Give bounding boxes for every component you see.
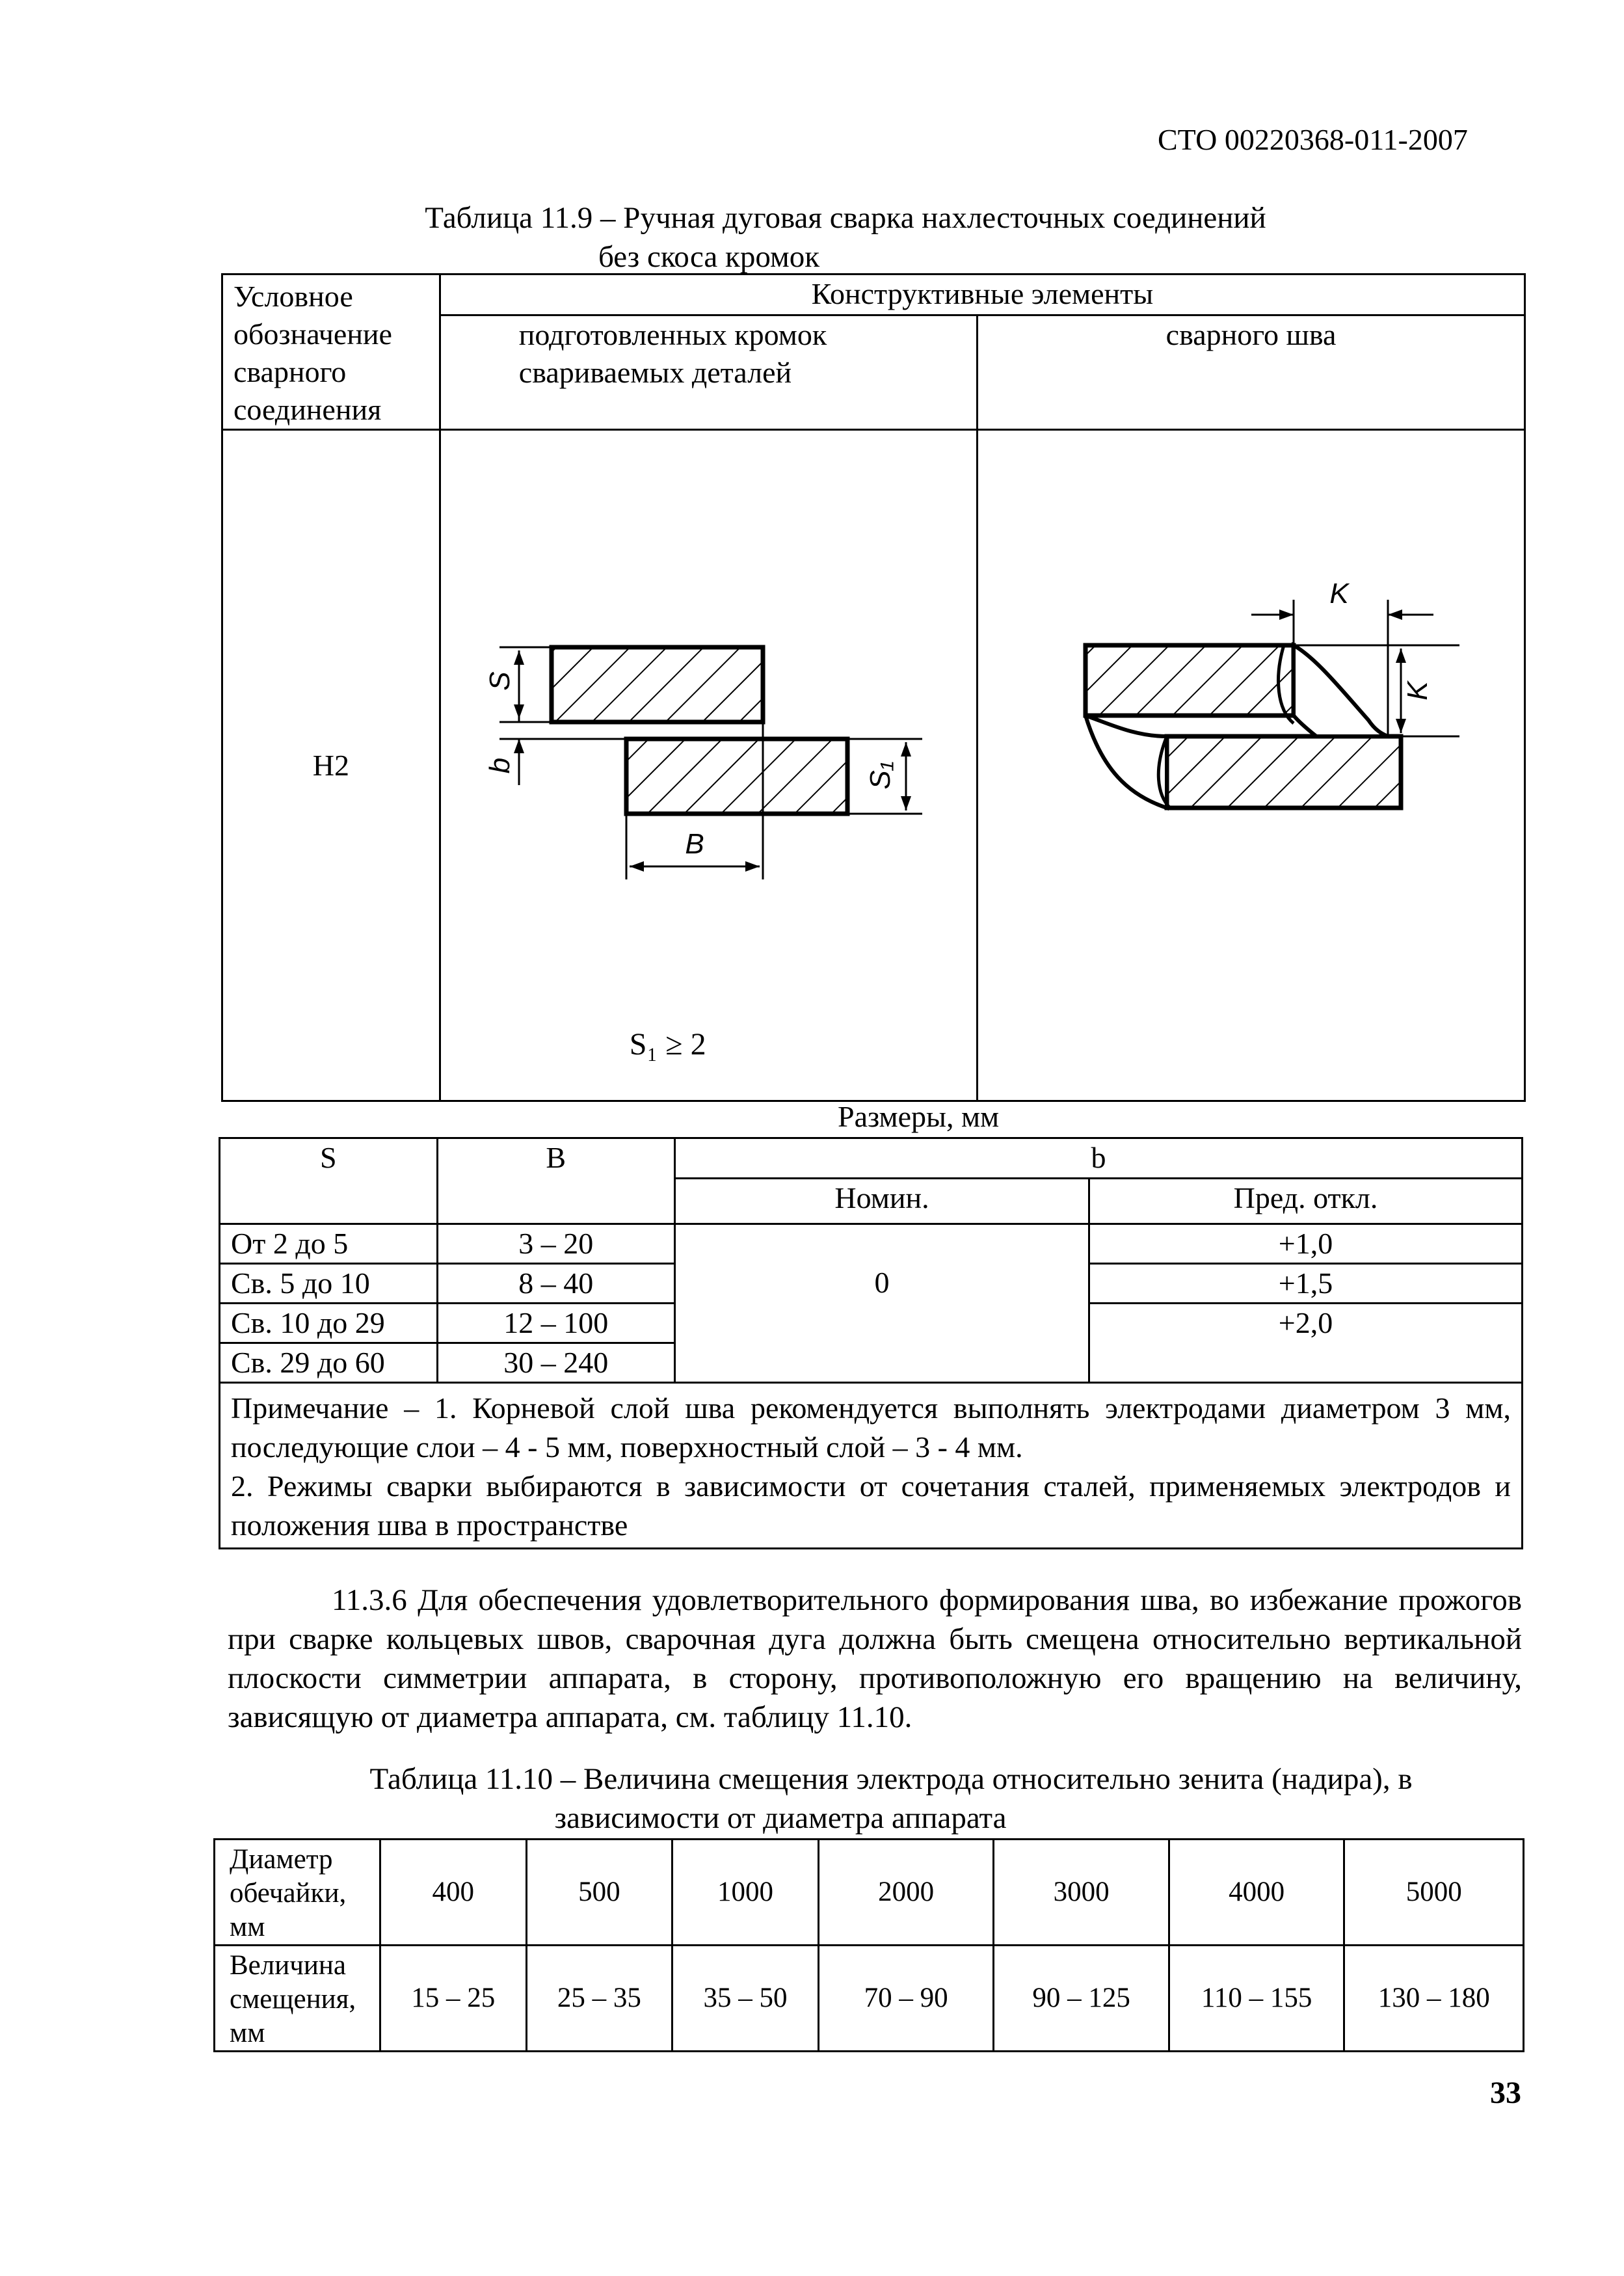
row-B: 8 – 40 (437, 1264, 674, 1304)
table1-caption (273, 198, 1418, 276)
table2-caption (306, 1760, 1476, 1838)
row-tol: +2,0 (1089, 1304, 1523, 1383)
diameter-cell: 400 (380, 1840, 526, 1946)
lap-joint-edges-drawing (441, 431, 979, 1102)
offset-cell: 130 – 180 (1344, 1946, 1524, 2052)
row-B: 3 – 20 (437, 1224, 674, 1264)
header-b: b (674, 1138, 1522, 1179)
row-label-diameter: Диаметр обечайки, мм (215, 1840, 380, 1946)
diameter-cell: 500 (526, 1840, 672, 1946)
row-tol: +1,5 (1089, 1264, 1523, 1304)
diameter-cell: 1000 (672, 1840, 819, 1946)
label-s1: S₁ (864, 761, 896, 790)
header-nomin: Номин. (674, 1179, 1089, 1224)
top-plate (552, 647, 763, 722)
paragraph-text: 11.3.6 Для обеспечения удовлетворительного формирования шва, во избежание прожогов при сварке кольцевых швов, сварочная дуга должна быть смещена относительно вертикальной плоскости симметрии аппарата, в сторону, противоположную его вращению на величину, зависящую от диаметра аппарата, см. таблицу 11.10. (228, 1583, 1522, 1734)
label-k-top: K (1329, 578, 1349, 609)
row-S: Св. 5 до 10 (220, 1264, 438, 1304)
table2-caption-line2: зависимости от диаметра аппарата (554, 1801, 1007, 1835)
fillet-weld (1294, 645, 1388, 736)
sizes-title: Размеры, мм (838, 1100, 1000, 1133)
label-s: S (483, 671, 516, 691)
row-tol: +1,0 (1089, 1224, 1523, 1264)
condition-s1: S₁ ≥ 2 (629, 1027, 706, 1062)
header-designation: Условное обозначение сварного соединения (222, 274, 440, 430)
note-1: Примечание – 1. Корневой слой шва рекомендуется выполнять электродами диаметром 3 мм, последующие слои – 4 - 5 мм, поверхностный слой – 3 - 4 мм. (231, 1391, 1511, 1464)
table1-caption-line1: Таблица 11.9 – Ручная дуговая сварка нахлесточных соединений (425, 201, 1266, 235)
weld-drawing-cell (978, 430, 1525, 1101)
row-B: 30 – 240 (437, 1343, 674, 1383)
table-11-9 (221, 273, 1526, 1102)
header-structural-elements: Конструктивные элементы (440, 274, 1524, 315)
table-note (220, 1383, 1523, 1549)
sizes-table (219, 1137, 1523, 1549)
weld-bottom-plate (1167, 736, 1401, 808)
row-B: 12 – 100 (437, 1304, 674, 1343)
diameter-cell: 5000 (1344, 1840, 1524, 1946)
label-k-side: K (1402, 681, 1434, 701)
header-tol: Пред. откл. (1089, 1179, 1523, 1224)
header-B: B (437, 1138, 674, 1224)
note-2: 2. Режимы сварки выбираются в зависимости от сочетания сталей, применяемых электродов и положения шва в пространстве (231, 1469, 1511, 1542)
label-B: B (685, 828, 704, 860)
diameter-cell: 3000 (994, 1840, 1169, 1946)
lap-joint-weld-drawing (978, 431, 1527, 1102)
header-prepared-edges: подготовленных кромок свариваемых деталей (440, 315, 977, 430)
nomin-value: 0 (674, 1224, 1089, 1383)
table2-caption-line1: Таблица 11.10 – Величина смещения электрода относительно зенита (надира), в (369, 1762, 1413, 1796)
header-weld: сварного шва (978, 315, 1525, 430)
page-number: 33 (1490, 2076, 1521, 2110)
table1-caption-line2: без скоса кромок (598, 240, 820, 274)
row-S: Св. 10 до 29 (220, 1304, 438, 1343)
row-label-offset: Величина смещения, мм (215, 1946, 380, 2052)
table-row (220, 1224, 1523, 1264)
offset-cell: 70 – 90 (818, 1946, 994, 2052)
offset-cell: 110 – 155 (1169, 1946, 1344, 2052)
table-11-10 (213, 1838, 1524, 2052)
offset-cell: 15 – 25 (380, 1946, 526, 2052)
row-S: От 2 до 5 (220, 1224, 438, 1264)
header-S: S (220, 1138, 438, 1224)
diameter-cell: 4000 (1169, 1840, 1344, 1946)
prepared-edges-drawing-cell (440, 430, 977, 1101)
document-code: СТО 00220368-011-2007 (1158, 123, 1468, 156)
row-S: Св. 29 до 60 (220, 1343, 438, 1383)
root-bead (1085, 716, 1167, 808)
label-b: b (483, 757, 516, 774)
offset-cell: 35 – 50 (672, 1946, 819, 2052)
offset-cell: 25 – 35 (526, 1946, 672, 2052)
paragraph-11-3-6 (228, 1581, 1522, 1737)
weld-top-plate (1085, 645, 1294, 716)
diameter-cell: 2000 (818, 1840, 994, 1946)
bottom-plate (626, 739, 847, 814)
offset-cell: 90 – 125 (994, 1946, 1169, 2052)
designation-h2: Н2 (222, 430, 440, 1101)
